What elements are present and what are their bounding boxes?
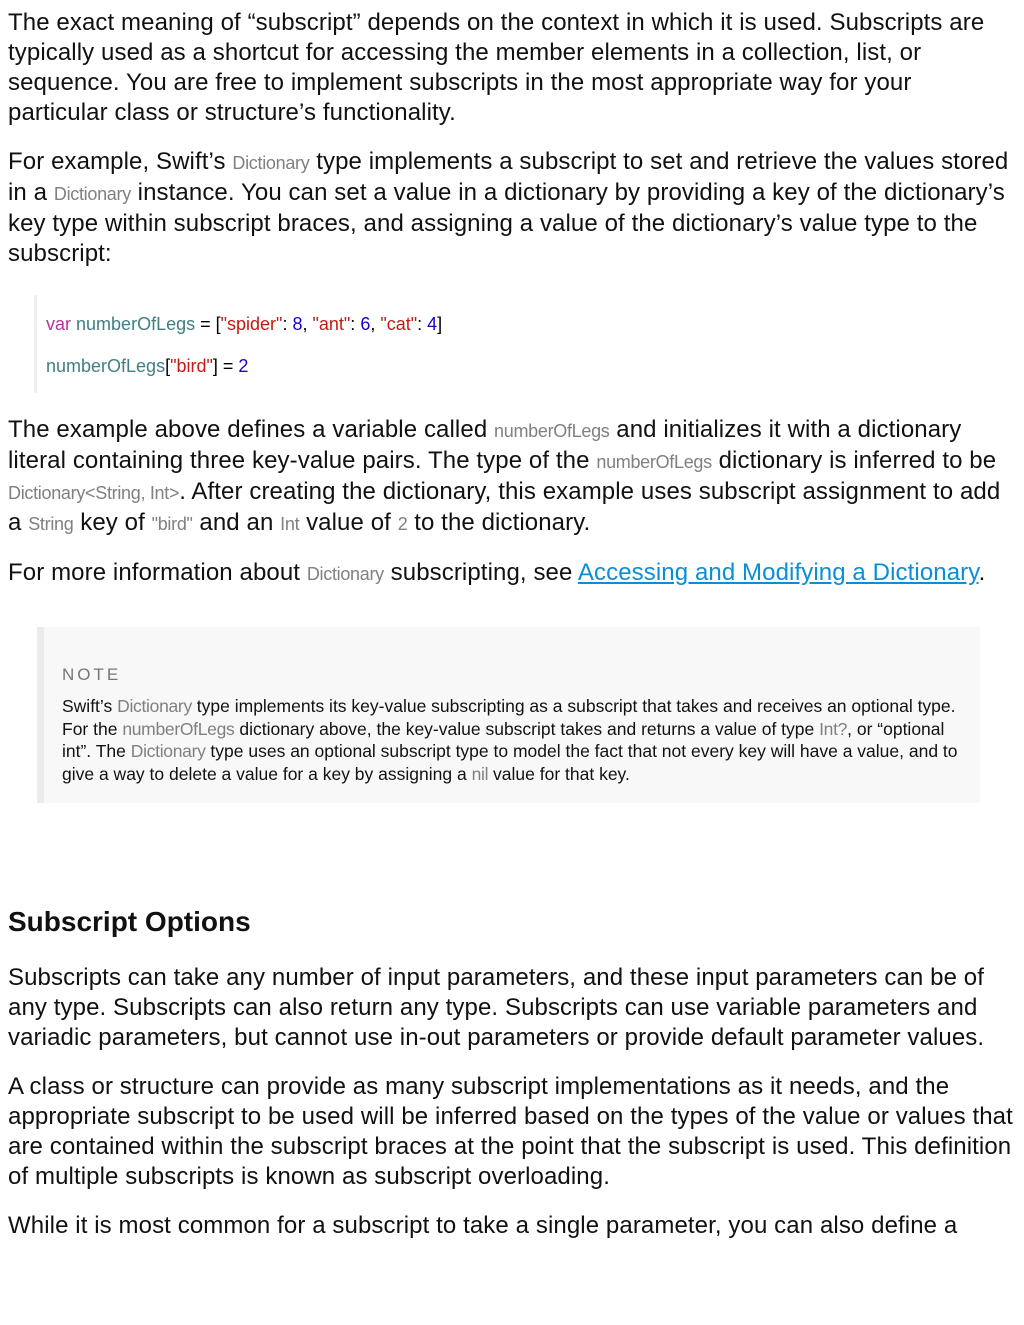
paragraph — [8, 147, 1016, 269]
text-run: For more information about — [8, 559, 307, 586]
text-run: dictionary above, the key-value subscript takes and returns a value of type — [234, 718, 820, 739]
text-run: Subscripts can take any number of input parameters, and these input parameters can be of any type. Subscripts can also return any type. Subscripts can use variable parameters and variadic parameters, but cannot use in-out parameters or provide default parameter values. — [8, 964, 985, 1051]
inline-code: 2 — [397, 514, 408, 534]
inline-code: Int — [280, 514, 300, 534]
text-run: For example, Swift’s — [8, 148, 233, 175]
note-box — [37, 627, 980, 803]
link-accessing-dictionary[interactable]: Accessing and Modifying a Dictionary — [577, 559, 979, 586]
intro-section — [8, 8, 1016, 269]
code-token-punctuation: [ — [165, 356, 171, 376]
code-token-punctuation: , — [302, 314, 313, 334]
inline-code: String — [28, 514, 74, 534]
text-run: Swift’s — [62, 696, 118, 716]
inline-code: Dictionary<String, Int> — [8, 483, 180, 503]
paragraph — [8, 558, 1016, 589]
inline-code: numberOfLegs — [596, 452, 712, 472]
inline-code: Dictionary — [117, 696, 192, 716]
text-run: and an — [192, 509, 281, 536]
inline-code: Int? — [819, 718, 848, 739]
code-line — [46, 345, 1016, 387]
text-run: , or “optional int”. The — [62, 718, 945, 761]
subscript-options-section — [8, 963, 1016, 1241]
code-token-keyword: var — [46, 314, 72, 334]
text-run: type implements its key-value subscripting as a subscript that takes and receives an optional type. For the — [62, 696, 956, 739]
inline-code: Dictionary — [306, 564, 384, 584]
code-token-string: "spider" — [220, 314, 283, 334]
code-token-identifier: numberOfLegs — [46, 356, 166, 376]
text-run: type implements a subscript to set and retrieve the values stored in a — [8, 148, 1009, 206]
text-run: While it is most common for a subscript to take a single parameter, you can also define a — [8, 1212, 958, 1239]
inline-code: nil — [471, 763, 489, 784]
text-run: type uses an optional subscript type to model the fact that not every key will have a value, and to give a way to delete a value for a key by assigning a — [62, 741, 958, 784]
note-label: NOTE — [62, 665, 122, 684]
paragraph — [8, 1072, 1016, 1192]
text-run: dictionary is inferred to be — [711, 447, 997, 474]
text-run: The exact meaning of “subscript” depends on the context in which it is used. Subscripts are typically used as a shortcut for accessing the member elements in a collection, list, or sequence. You are free to implement subscripts in the most appropriate way for your particular class or structure’s functionality. — [8, 9, 985, 126]
text-run: key of — [73, 509, 152, 536]
code-token-punctuation: : — [350, 314, 361, 334]
code-token-string: "bird" — [170, 356, 213, 376]
code-token-identifier: numberOfLegs — [76, 314, 196, 334]
inline-code: Dictionary — [232, 153, 310, 173]
text-run: . After creating the dictionary, this example uses subscript assignment to add a — [8, 478, 1001, 536]
code-token-string: "ant" — [312, 314, 351, 334]
text-run: A class or structure can provide as many subscript implementations as it needs, and the appropriate subscript to be used will be inferred based on the types of the value or values that are contained within the subscript braces at the point that the subscript is used. This definition of multiple subscripts is known as subscript overloading. — [8, 1073, 1013, 1190]
code-token-punctuation: ] = — [212, 356, 239, 376]
code-block — [34, 295, 1016, 393]
text-run: instance. You can set a value in a dictionary by providing a key of the dictionary’s key type within subscript braces, and assigning a value of the dictionary’s value type to the subscript: — [8, 179, 1005, 267]
code-token-number: 4 — [427, 314, 438, 334]
code-token-number: 2 — [238, 356, 249, 376]
code-token-punctuation: = [ — [195, 314, 221, 334]
code-token-punctuation: ] — [437, 314, 443, 334]
code-token-punctuation: : — [282, 314, 293, 334]
inline-code: Dictionary — [53, 184, 131, 204]
paragraph — [8, 415, 1016, 539]
explanation-section — [8, 415, 1016, 589]
text-run: value of — [299, 509, 398, 536]
text-run: The example above defines a variable called — [8, 416, 495, 443]
text-run: subscripting, see — [383, 559, 578, 586]
inline-code: numberOfLegs — [122, 718, 235, 739]
note-text — [62, 695, 960, 785]
code-token-number: 6 — [360, 314, 371, 334]
code-token-string: "cat" — [380, 314, 418, 334]
paragraph — [8, 8, 1016, 128]
text-run: . — [978, 559, 986, 586]
paragraph — [8, 963, 1016, 1053]
inline-code: Dictionary — [130, 741, 206, 761]
text-run: to the dictionary. — [407, 509, 591, 536]
code-token-punctuation: , — [370, 314, 381, 334]
inline-code: "bird" — [151, 514, 193, 534]
code-token-number: 8 — [292, 314, 303, 334]
section-heading: Subscript Options — [8, 906, 251, 937]
inline-code: numberOfLegs — [494, 421, 610, 441]
paragraph — [8, 1211, 1016, 1241]
text-run: value for that key. — [488, 763, 630, 784]
code-line — [46, 303, 1016, 345]
text-run: and initializes it with a dictionary literal containing three key-value pairs. The type of the — [8, 416, 962, 474]
code-token-punctuation: : — [417, 314, 428, 334]
